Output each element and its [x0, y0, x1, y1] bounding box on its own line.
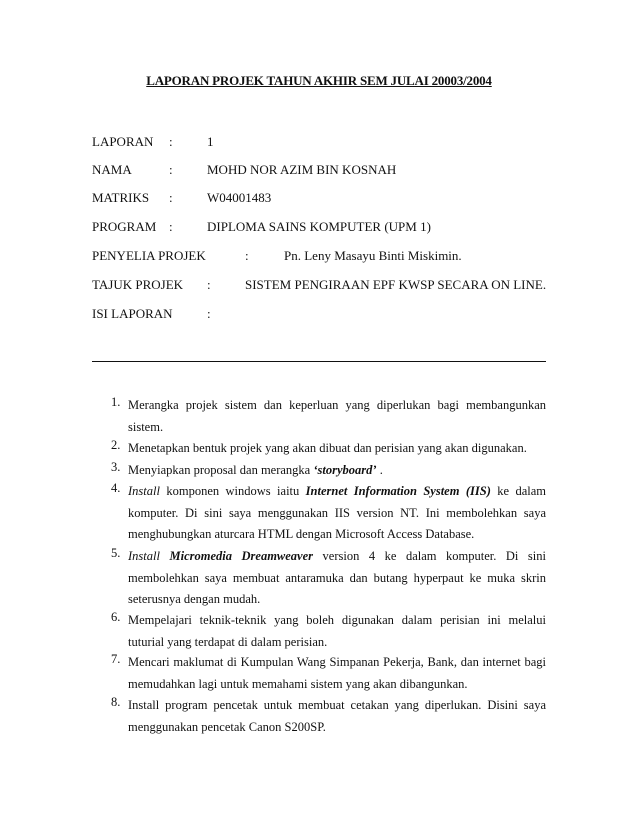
text-run-bold-italic: Micromedia Dreamweaver [169, 549, 314, 563]
field-label: ISI LAPORAN [92, 306, 173, 321]
field-separator: : [245, 248, 249, 263]
list-item-number: 3. [111, 460, 121, 474]
field-program [0, 219, 638, 237]
list-item-text [128, 610, 546, 653]
field-value: MOHD NOR AZIM BIN KOSNAH [207, 162, 397, 177]
text-run: Merangka projek sistem dan keperluan yang diperlukan bagi membangunkan sistem. [128, 398, 546, 434]
field-tajuk-projek [0, 277, 638, 295]
field-value: Pn. Leny Masayu Binti Miskimin. [284, 248, 462, 263]
field-separator: : [207, 306, 211, 321]
list-item-text [128, 481, 546, 546]
list-item-number: 8. [111, 695, 121, 709]
field-label: LAPORAN [92, 134, 154, 149]
text-run-bold-italic: Internet Information System (IIS) [305, 484, 491, 498]
list-item-text [128, 695, 546, 738]
text-run: Menyiapkan proposal dan merangka [128, 463, 314, 477]
list-item-number: 1. [111, 395, 121, 409]
text-run: version 4 ke dalam komputer. Di sini membolehkan saya membuat antaramuka dan butang hyperpaut ke muka skrin seterusnya dengan mudah. [128, 549, 546, 606]
list-item-text [128, 546, 546, 611]
field-matriks [0, 190, 638, 208]
list-item-text [128, 460, 546, 482]
field-label: TAJUK PROJEK [92, 277, 184, 292]
field-isi-laporan [0, 306, 638, 324]
list-item-text [128, 652, 546, 695]
list-item-text [128, 395, 546, 438]
list-item-number: 2. [111, 438, 121, 452]
field-nama [0, 162, 638, 180]
field-value: DIPLOMA SAINS KOMPUTER (UPM 1) [207, 219, 431, 234]
text-run: Install program pencetak untuk membuat cetakan yang diperlukan. Disini saya menggunakan pencetak Canon S200SP. [128, 698, 546, 734]
field-value: SISTEM PENGIRAAN EPF KWSP SECARA ON LINE. [245, 277, 547, 292]
text-run: . [376, 463, 383, 477]
field-separator: : [169, 219, 173, 234]
field-separator: : [207, 277, 211, 292]
field-value: W04001483 [207, 190, 272, 205]
text-run: Mencari maklumat di Kumpulan Wang Simpanan Pekerja, Bank, dan internet bagi memudahkan lagi untuk memahami sistem yang akan dibangunkan. [128, 655, 546, 691]
list-item-number: 4. [111, 481, 121, 495]
field-value: 1 [207, 134, 214, 149]
text-run: komponen windows iaitu [159, 484, 306, 498]
list-item-text [128, 438, 546, 460]
text-run-bold-italic: ‘storyboard’ [313, 463, 377, 477]
list-item-number: 6. [111, 610, 121, 624]
list-item-number: 7. [111, 652, 121, 666]
field-label: PENYELIA PROJEK [92, 248, 206, 263]
text-run: Menetapkan bentuk projek yang akan dibuat dan perisian yang akan digunakan. [128, 441, 527, 455]
text-run-italic: Install [128, 484, 160, 498]
field-laporan [0, 134, 638, 152]
report-title: LAPORAN PROJEK TAHUN AKHIR SEM JULAI 20003/2004 [146, 73, 492, 88]
field-penyelia-projek [0, 248, 638, 266]
field-separator: : [169, 134, 173, 149]
field-separator: : [169, 162, 173, 177]
field-label: MATRIKS [92, 190, 150, 205]
text-run: ke dalam komputer. Di sini saya menggunakan IIS version NT. Ini membolehkan saya menghubungkan aturcara HTML dengan Microsoft Access Database. [128, 484, 546, 541]
field-separator: : [169, 190, 173, 205]
field-label: PROGRAM [92, 219, 157, 234]
text-run-italic: Install [128, 549, 160, 563]
horizontal-rule [92, 361, 546, 362]
text-run: Mempelajari teknik-teknik yang boleh digunakan dalam perisian ini melalui tuturial yang terdapat di dalam perisian. [128, 613, 546, 649]
list-item-number: 5. [111, 546, 121, 560]
field-label: NAMA [92, 162, 132, 177]
